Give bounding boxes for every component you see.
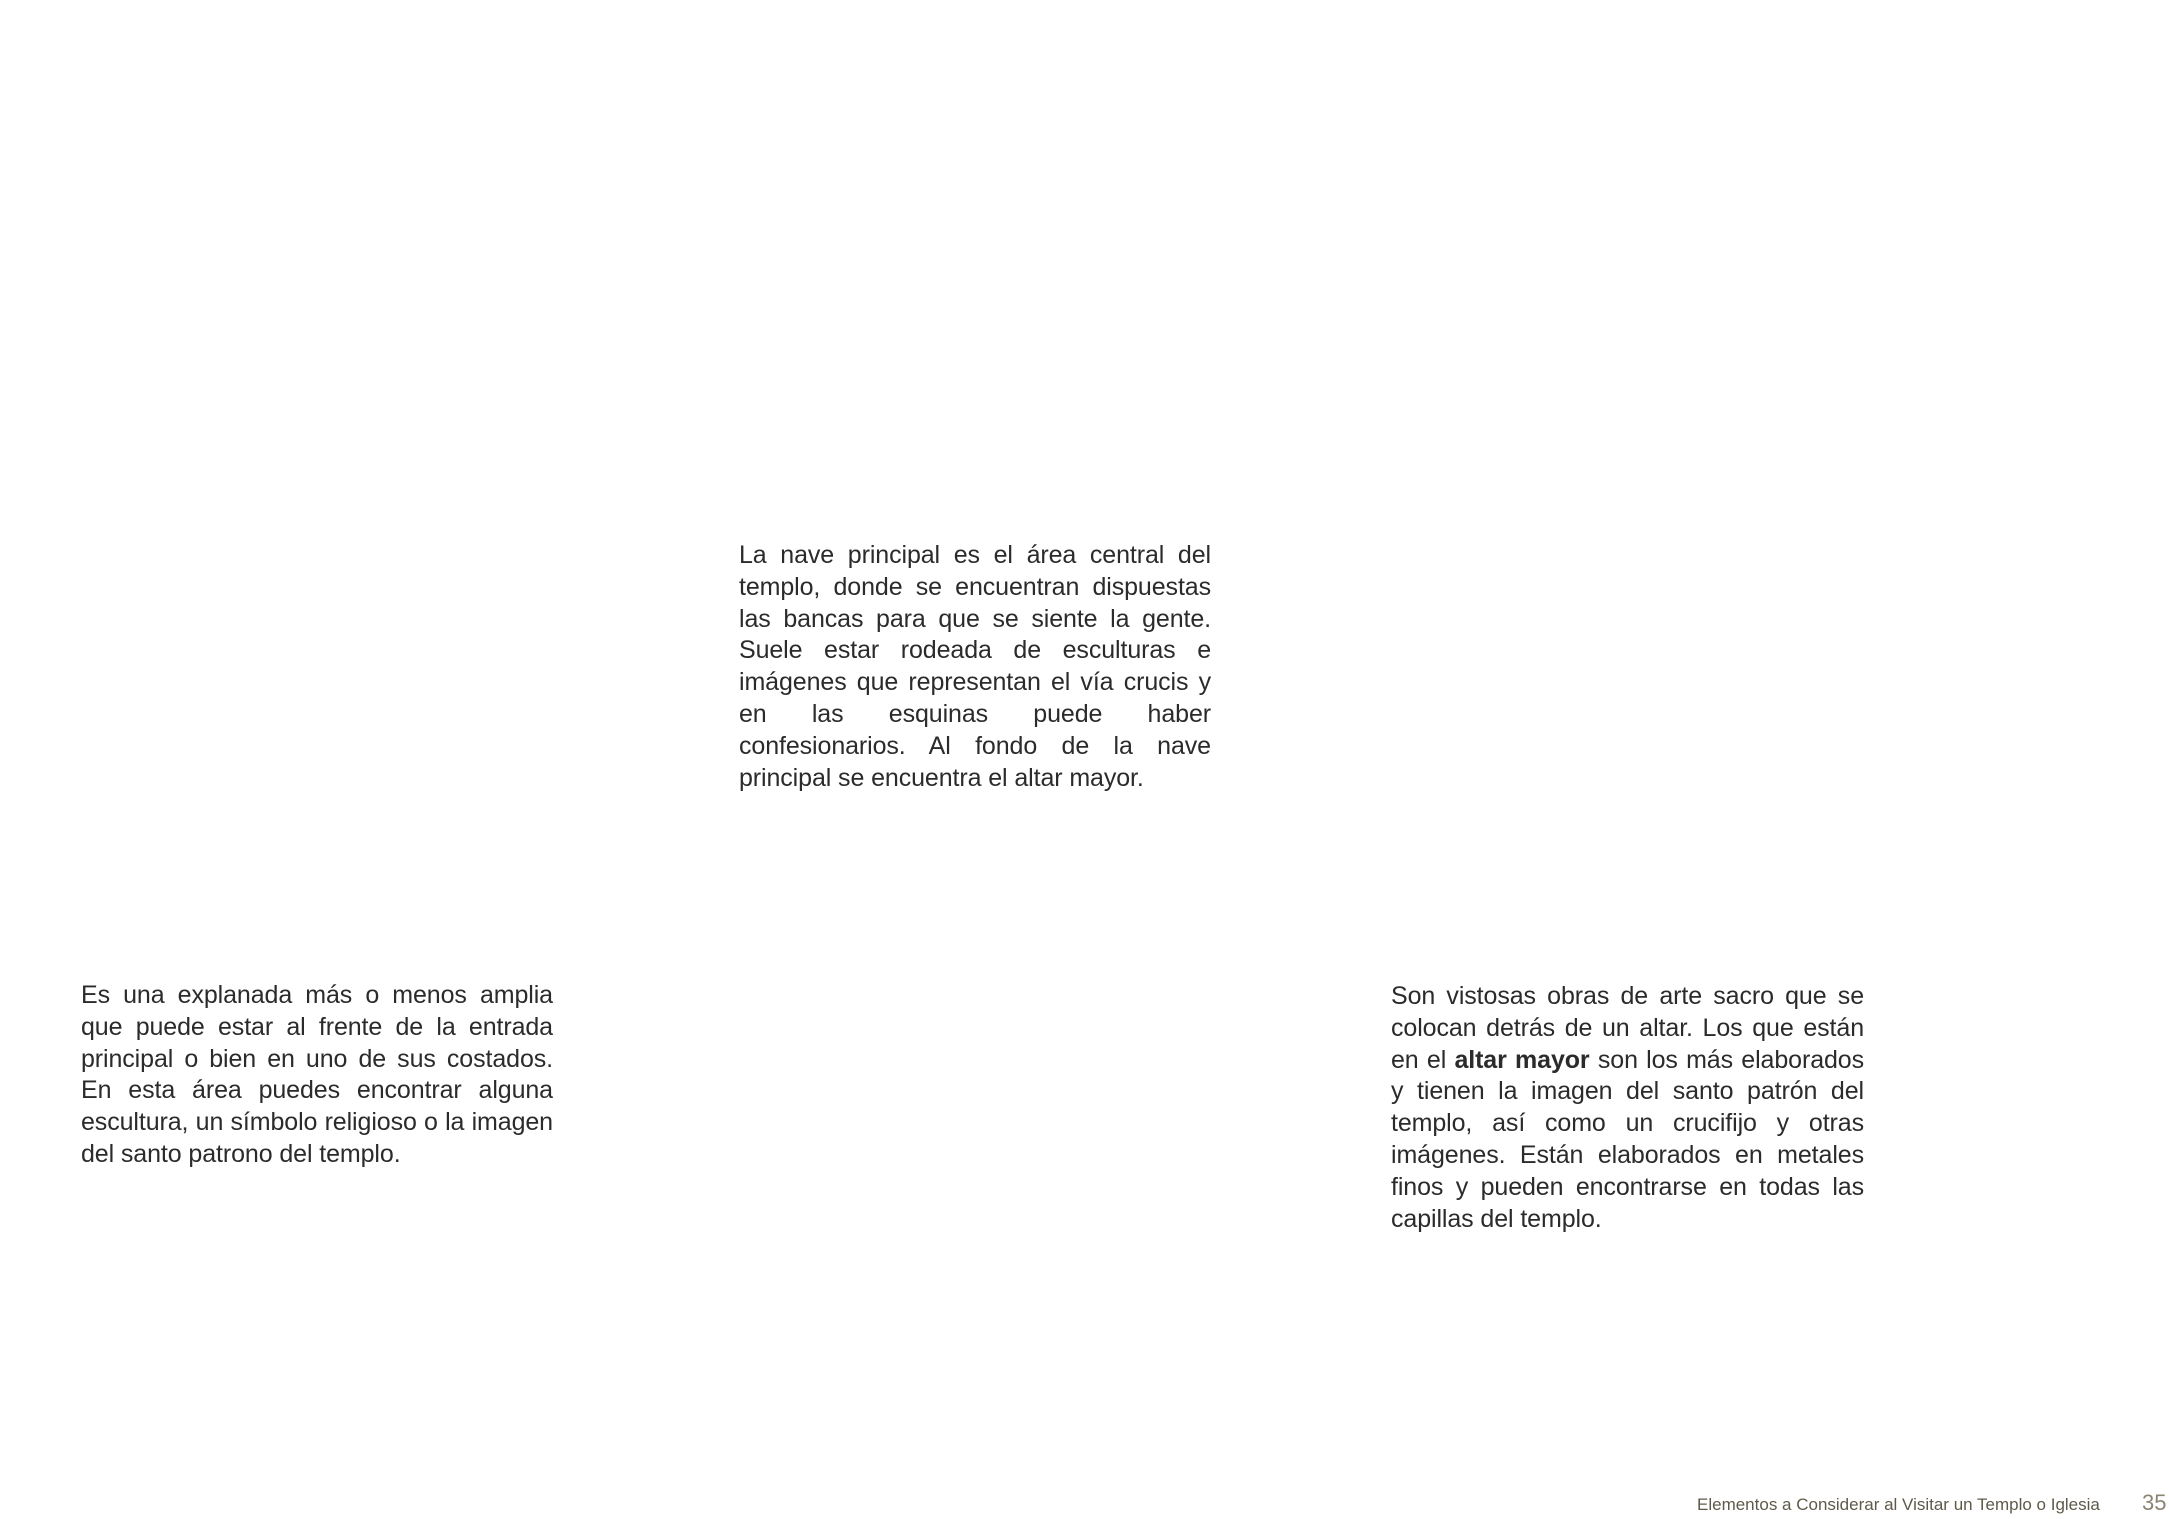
- retablos-text-end: son los más elaborados y tienen la imagen del santo patrón del templo, así como un crucifijo y otras imágenes. Están elaborados en metales finos y pueden encontrarse en todas las capillas del templo.: [1391, 1045, 1865, 1233]
- footer-document-title: Elementos a Considerar al Visitar un Templo o Iglesia: [1697, 1495, 2100, 1514]
- page-number: 35: [2142, 1490, 2167, 1515]
- page-footer: [0, 1490, 2169, 1519]
- nave-principal-paragraph: La nave principal es el área central del templo, donde se encuentran dispuestas las bancas para que se siente la gente. Suele estar rodeada de esculturas e imágenes que representan el vía crucis y en las esquinas puede haber confesionarios. Al fondo de la nave principal se encuentra el altar mayor.: [739, 541, 1211, 792]
- explanada-paragraph: Es una explanada más o menos amplia que puede estar al frente de la entrada principal o bien en uno de sus costados. En esta área puedes encontrar alguna escultura, un símbolo religioso o la imagen del santo patrono del templo.: [81, 981, 553, 1168]
- retablos-paragraph: [1391, 981, 1864, 1235]
- altar-mayor-bold: altar mayor: [1454, 1045, 1590, 1074]
- retablos-text-start: Son vistosas obras de arte sacro que se colocan detrás de un altar. Los que están en el: [1391, 982, 1864, 1074]
